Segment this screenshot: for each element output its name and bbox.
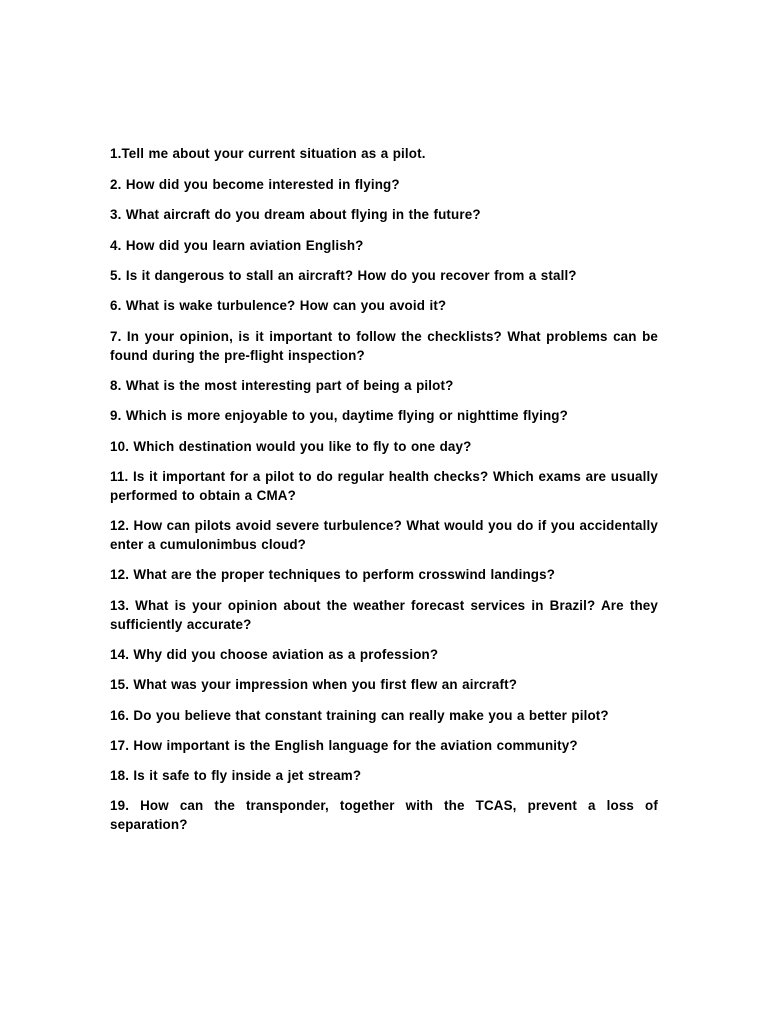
question-item: 4. How did you learn aviation English? xyxy=(110,237,364,253)
question-item: 6. What is wake turbulence? How can you avoid it? xyxy=(110,298,447,313)
question-item: 11. Is it important for a pilot to do regular health checks? Which exams are usually performed to obtain a CMA? xyxy=(110,469,658,503)
question-item: 9. Which is more enjoyable to you, daytime flying or nighttime flying? xyxy=(110,408,568,423)
question-item: 12. How can pilots avoid severe turbulence? What would you do if you accidentally enter a cumulonimbus cloud? xyxy=(110,518,658,552)
question-item: 8. What is the most interesting part of being a pilot? xyxy=(110,377,454,393)
question-item: 16. Do you believe that constant training can really make you a better pilot? xyxy=(110,707,609,723)
question-item: 5. Is it dangerous to stall an aircraft? How do you recover from a stall? xyxy=(110,268,577,283)
question-item: 2. How did you become interested in flying? xyxy=(110,176,400,192)
question-item: 13. What is your opinion about the weather forecast services in Brazil? Are they sufficiently accurate? xyxy=(110,597,658,632)
question-item: 14. Why did you choose aviation as a profession? xyxy=(110,646,439,662)
question-item: 18. Is it safe to fly inside a jet stream? xyxy=(110,767,362,783)
question-item: 15. What was your impression when you first flew an aircraft? xyxy=(110,677,518,692)
question-item: 3. What aircraft do you dream about flying in the future? xyxy=(110,207,481,222)
question-item: 17. How important is the English language for the aviation community? xyxy=(110,737,578,753)
question-item: 10. Which destination would you like to fly to one day? xyxy=(110,438,472,454)
question-item: 1.Tell me about your current situation as a pilot. xyxy=(110,146,426,161)
question-item: 12. What are the proper techniques to perform crosswind landings? xyxy=(110,567,556,582)
question-list xyxy=(110,144,658,845)
question-item: 7. In your opinion, is it important to follow the checklists? What problems can be found during the pre-flight inspection? xyxy=(110,328,658,363)
question-item: 19. How can the transponder, together with the TCAS, prevent a loss of separation? xyxy=(110,798,658,832)
